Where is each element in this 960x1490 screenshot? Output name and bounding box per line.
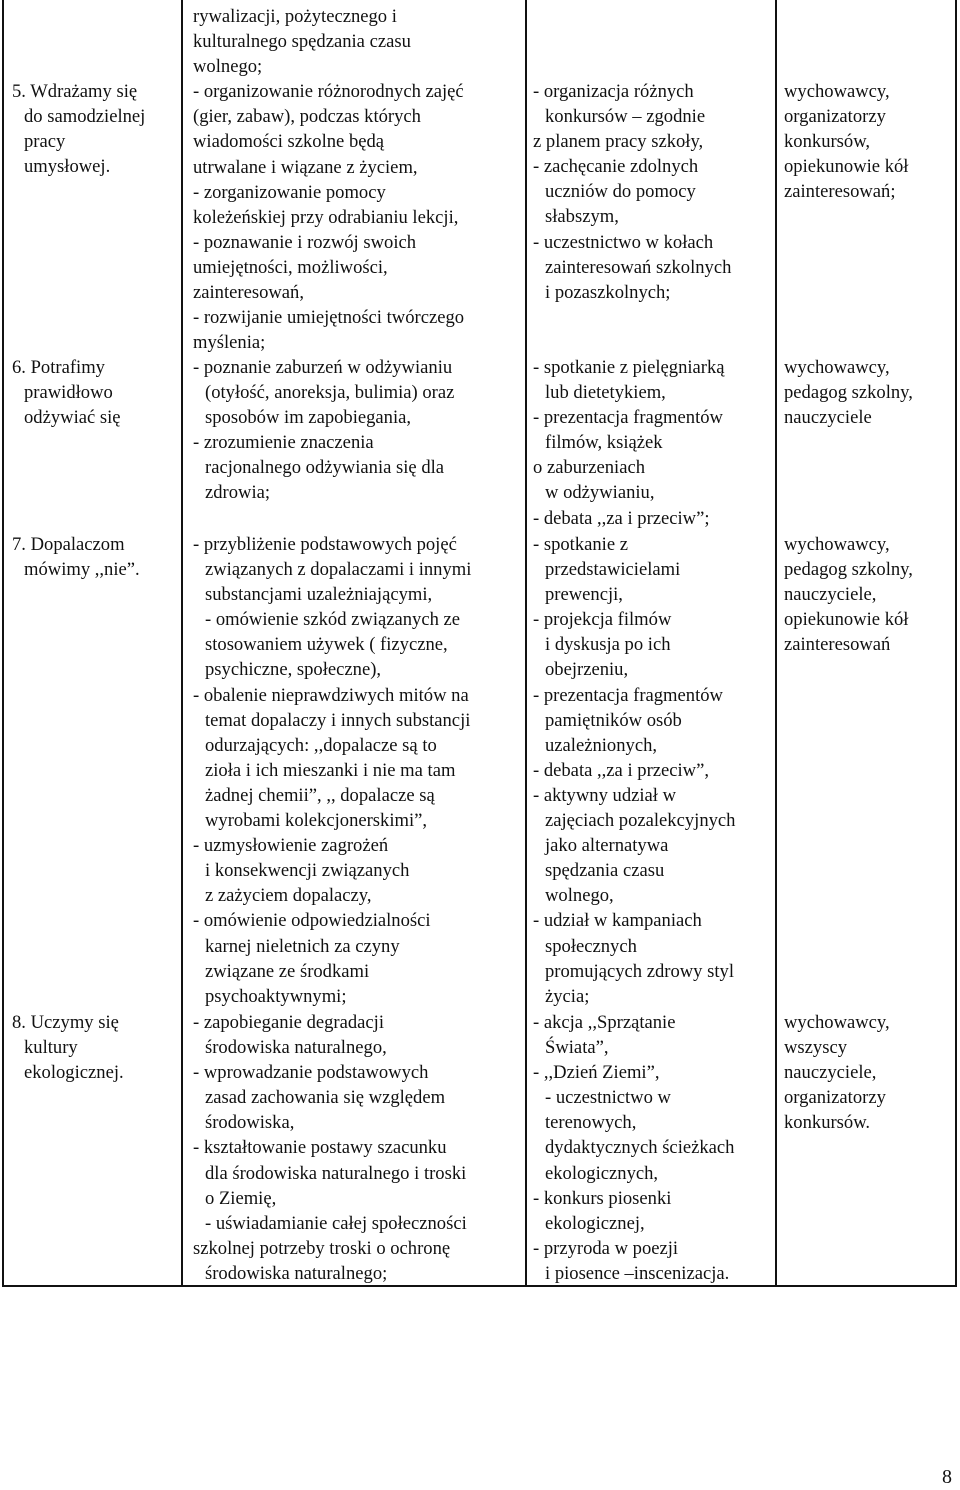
topic-line: do samodzielnej <box>24 106 146 128</box>
methods-line: społecznych <box>545 935 637 957</box>
methods-line: terenowych, <box>545 1112 637 1134</box>
methods-line: - przyroda w poezji <box>533 1237 679 1259</box>
topic-line: 5. Wdrażamy się <box>12 81 138 102</box>
methods-line: wolnego, <box>545 885 614 907</box>
methods-line: prewencji, <box>545 584 623 606</box>
row-7-responsible <box>784 532 913 657</box>
tasks-line: - zrozumienie znaczenia <box>193 432 374 454</box>
responsible-line: pedagog szkolny, <box>784 382 913 404</box>
methods-line: promujących zdrowy styl <box>545 960 734 982</box>
tasks-line: stosowaniem używek ( fizyczne, <box>205 634 448 656</box>
methods-line: uczniów do pomocy <box>545 181 696 203</box>
responsible-line: opiekunowie kół <box>784 156 909 178</box>
tasks-line: żadnej chemii”, ,, dopalacze są <box>205 784 435 806</box>
tasks-line: - omówienie szkód związanych ze <box>205 609 461 631</box>
row-6-topic <box>12 355 121 430</box>
methods-line: ekologicznych, <box>545 1162 659 1184</box>
tasks-line: temat dopalaczy i innych substancji <box>205 709 471 731</box>
methods-line: - akcja ,,Sprzątanie <box>533 1012 676 1033</box>
methods-line: obejrzeniu, <box>545 659 629 681</box>
topic-line: prawidłowo <box>24 382 113 404</box>
topic-line: 8. Uczymy się <box>12 1012 119 1033</box>
table-divider-topic <box>181 0 183 1287</box>
tasks-line: szkolnej potrzeby troski o ochronę <box>193 1237 451 1259</box>
row-7-methods <box>533 532 735 1009</box>
tasks-line: racjonalnego odżywiania się dla <box>205 457 445 479</box>
responsible-line: wszyscy <box>784 1037 847 1059</box>
methods-line: - spotkanie z <box>533 534 629 555</box>
row-6-tasks <box>193 355 454 506</box>
row-5-methods <box>533 79 731 305</box>
topic-line: mówimy ,,nie”. <box>24 559 140 581</box>
row-7-topic <box>12 532 140 582</box>
topic-line: kultury <box>24 1037 78 1059</box>
tasks-line: - poznanie zaburzeń w odżywianiu <box>193 357 453 378</box>
tasks-line: związane ze środkami <box>205 960 370 982</box>
topic-line: ekologicznej. <box>24 1062 124 1084</box>
row-8-methods <box>533 1010 734 1286</box>
row-5-tasks <box>193 4 464 355</box>
row-7-tasks <box>193 532 471 1009</box>
topic-line: odżywiać się <box>24 407 121 429</box>
methods-line: uzależnionych, <box>545 734 658 756</box>
row-8-topic <box>12 1010 124 1085</box>
responsible-line: nauczyciele <box>784 407 872 429</box>
tasks-line: myślenia; <box>193 332 266 354</box>
responsible-line: organizatorzy <box>784 106 886 128</box>
responsible-line: wychowawcy, <box>784 357 890 378</box>
row-5-responsible <box>784 79 908 204</box>
methods-line: i piosence –inscenizacja. <box>545 1262 730 1284</box>
topic-line: 6. Potrafimy <box>12 357 105 378</box>
tasks-line: (gier, zabaw), podczas których <box>193 106 421 128</box>
methods-line: przedstawicielami <box>545 559 681 581</box>
tasks-line: zioła i ich mieszanki i nie ma tam <box>205 759 456 781</box>
responsible-line: pedagog szkolny, <box>784 559 913 581</box>
tasks-line: - poznawanie i rozwój swoich <box>193 231 417 253</box>
methods-line: zainteresowań szkolnych <box>545 256 732 278</box>
responsible-line: zainteresowań <box>784 634 891 656</box>
page-number: 8 <box>942 1466 952 1488</box>
methods-line: - uczestnictwo w kołach <box>533 231 714 253</box>
methods-line: zajęciach pozalekcyjnych <box>545 810 736 832</box>
tasks-line: wiadomości szkolne będą <box>193 131 385 153</box>
tasks-line: - uświadamianie całej społeczności <box>205 1212 467 1234</box>
tasks-line: - obalenie nieprawdziwych mitów na <box>193 684 469 706</box>
tasks-line: dla środowiska naturalnego i troski <box>205 1162 467 1184</box>
tasks-line: zasad zachowania się względem <box>205 1087 446 1109</box>
table-divider-methods <box>775 0 777 1287</box>
methods-line: ekologicznej, <box>545 1212 645 1234</box>
responsible-line: nauczyciele, <box>784 1062 877 1084</box>
tasks-line: psychiczne, społeczne), <box>205 659 382 681</box>
methods-line: - prezentacja fragmentów <box>533 407 723 429</box>
tasks-line: wyrobami kolekcjonerskimi”, <box>205 810 428 832</box>
tasks-line: - zapobieganie degradacji <box>193 1012 384 1033</box>
tasks-line: wolnego; <box>193 56 263 78</box>
tasks-line: o Ziemię, <box>205 1187 277 1209</box>
table-border-left <box>2 0 4 1287</box>
methods-line: - aktywny udział w <box>533 784 677 806</box>
tasks-line: - kształtowanie postawy szacunku <box>193 1137 447 1159</box>
responsible-line: wychowawcy, <box>784 81 890 102</box>
tasks-line: psychoaktywnymi; <box>205 985 347 1007</box>
responsible-line: wychowawcy, <box>784 534 890 555</box>
methods-line: - projekcja filmów <box>533 609 672 631</box>
tasks-line: z zażyciem dopalaczy, <box>205 885 372 907</box>
methods-line: - ,,Dzień Ziemi”, <box>533 1062 660 1084</box>
tasks-line: i konsekwencji związanych <box>205 860 410 882</box>
methods-line: - debata ,,za i przeciw”; <box>533 507 710 529</box>
tasks-line: środowiska naturalnego, <box>205 1037 387 1059</box>
tasks-line: koleżeńskiej przy odrabianiu lekcji, <box>193 206 459 228</box>
tasks-line: - przybliżenie podstawowych pojęć <box>193 534 457 555</box>
responsible-line: wychowawcy, <box>784 1012 890 1033</box>
tasks-line: karnej nieletnich za czyny <box>205 935 400 957</box>
responsible-line: nauczyciele, <box>784 584 877 606</box>
methods-line: - organizacja różnych <box>533 81 694 102</box>
methods-line: jako alternatywa <box>545 835 669 857</box>
tasks-line: kulturalnego spędzania czasu <box>193 31 411 53</box>
responsible-line: organizatorzy <box>784 1087 886 1109</box>
tasks-line: - wprowadzanie podstawowych <box>193 1062 429 1084</box>
methods-line: - prezentacja fragmentów <box>533 684 723 706</box>
tasks-line: - omówienie odpowiedzialności <box>193 910 431 932</box>
row-5-topic <box>12 79 145 179</box>
methods-line: dydaktycznych ścieżkach <box>545 1137 735 1159</box>
row-8-responsible <box>784 1010 890 1135</box>
row-6-methods <box>533 355 725 531</box>
methods-line: - konkurs piosenki <box>533 1187 672 1209</box>
responsible-line: opiekunowie kół <box>784 609 909 631</box>
tasks-line: - zorganizowanie pomocy <box>193 181 386 203</box>
table-border-right <box>955 0 957 1287</box>
tasks-line: substancjami uzależniającymi, <box>205 584 433 606</box>
tasks-line: utrwalane i wiązane z życiem, <box>193 156 418 178</box>
responsible-line: zainteresowań; <box>784 181 896 203</box>
responsible-line: konkursów, <box>784 131 871 153</box>
responsible-line: konkursów. <box>784 1112 871 1134</box>
methods-line: - uczestnictwo w <box>545 1087 671 1109</box>
methods-line: Świata”, <box>545 1037 609 1059</box>
tasks-line: - uzmysłowienie zagrożeń <box>193 835 389 857</box>
methods-line: konkursów – zgodnie <box>545 106 706 128</box>
topic-line: umysłowej. <box>24 156 111 178</box>
methods-line: słabszym, <box>545 206 619 228</box>
methods-line: - udział w kampaniach <box>533 910 702 932</box>
methods-line: i pozaszkolnych; <box>545 281 671 303</box>
table-border-bottom <box>2 1285 957 1287</box>
methods-line: - zachęcanie zdolnych <box>533 156 699 178</box>
table-divider-tasks <box>525 0 527 1287</box>
methods-line: - debata ,,za i przeciw”, <box>533 759 710 781</box>
tasks-line: - organizowanie różnorodnych zajęć <box>193 81 464 103</box>
tasks-line: (otyłość, anoreksja, bulimia) oraz <box>205 382 455 404</box>
tasks-line: środowiska naturalnego; <box>205 1262 388 1284</box>
methods-line: w odżywianiu, <box>545 482 655 504</box>
tasks-line: rywalizacji, pożytecznego i <box>193 6 397 27</box>
topic-line: 7. Dopalaczom <box>12 534 125 555</box>
topic-line: pracy <box>24 131 66 153</box>
methods-line: - spotkanie z pielęgniarką <box>533 357 725 378</box>
tasks-line: sposobów im zapobiegania, <box>205 407 412 429</box>
methods-line: życia; <box>545 985 590 1007</box>
row-8-tasks <box>193 1010 467 1286</box>
tasks-line: zainteresowań, <box>193 282 304 304</box>
tasks-line: odurzających: ,,dopalacze są to <box>205 734 437 756</box>
tasks-line: związanych z dopalaczami i innymi <box>205 559 472 581</box>
methods-line: filmów, książek <box>545 432 663 454</box>
tasks-line: umiejętności, możliwości, <box>193 256 388 278</box>
methods-line: i dyskusja po ich <box>545 634 671 656</box>
row-6-responsible <box>784 355 913 430</box>
tasks-line: zdrowia; <box>205 482 271 504</box>
methods-line: pamiętników osób <box>545 709 682 731</box>
methods-line: lub dietetykiem, <box>545 382 666 404</box>
methods-line: z planem pracy szkoły, <box>533 131 704 153</box>
methods-line: o zaburzeniach <box>533 457 646 479</box>
methods-line: spędzania czasu <box>545 860 665 882</box>
tasks-line: - rozwijanie umiejętności twórczego <box>193 307 465 329</box>
tasks-line: środowiska, <box>205 1112 295 1134</box>
